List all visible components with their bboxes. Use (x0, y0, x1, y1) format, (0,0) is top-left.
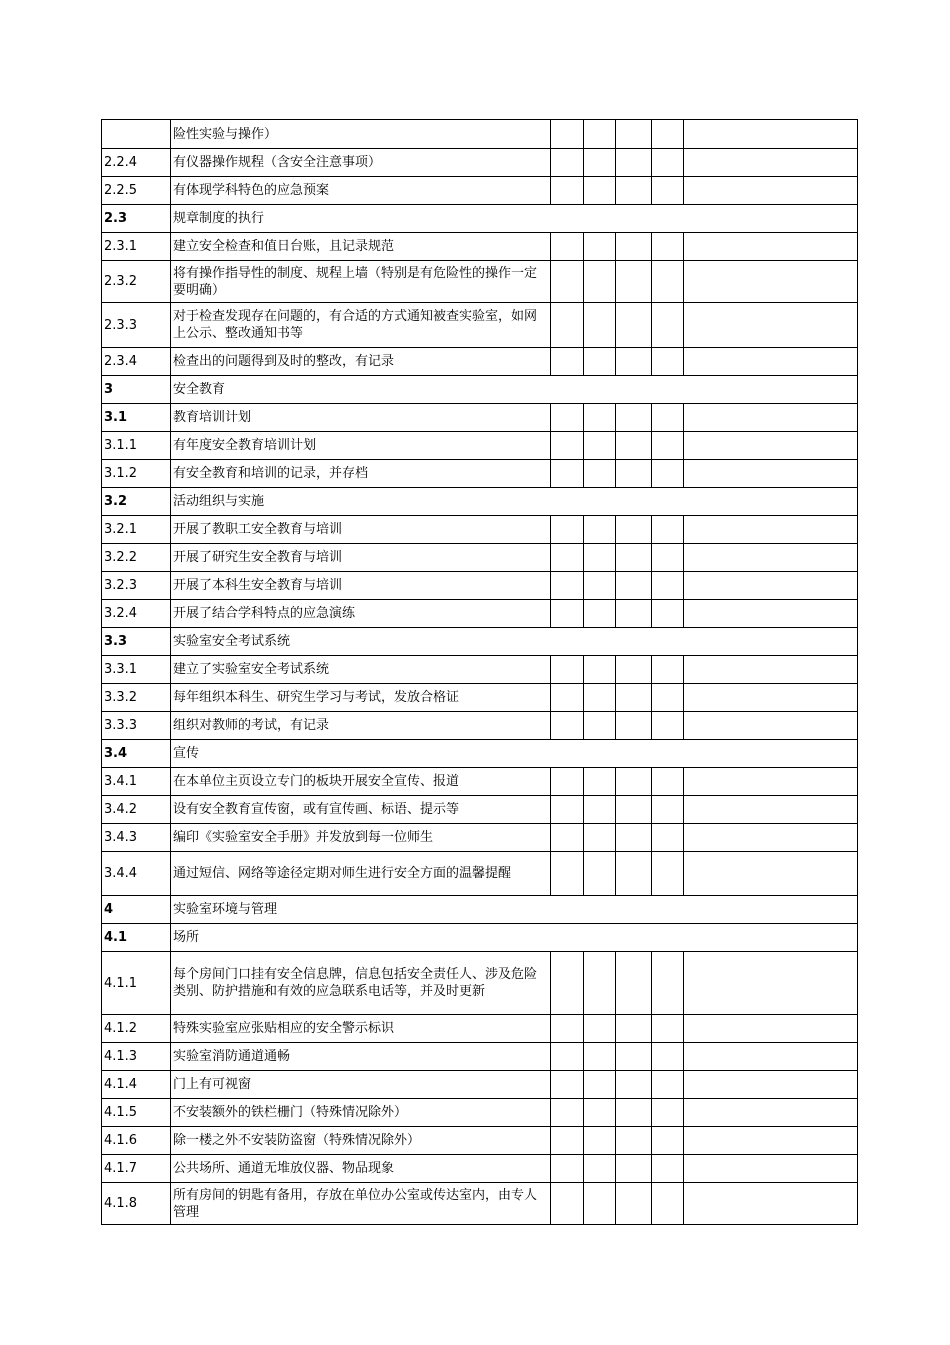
check-cell-2 (584, 600, 616, 628)
check-cell-4 (652, 656, 684, 684)
check-cell-2 (584, 656, 616, 684)
item-number: 3.2.3 (102, 572, 171, 600)
check-cell-2 (584, 824, 616, 852)
check-cell-2 (584, 303, 616, 348)
table-row (102, 628, 858, 656)
check-cell-3 (616, 233, 652, 261)
check-cell-2 (584, 149, 616, 177)
check-cell-2 (584, 460, 616, 488)
check-cell-3 (616, 1015, 652, 1043)
check-cell-1 (551, 600, 584, 628)
item-number: 3.3 (102, 628, 171, 656)
item-description: 每个房间门口挂有安全信息牌，信息包括安全责任人、涉及危险类别、防护措施和有效的应急联系电话等，并及时更新 (171, 952, 551, 1015)
check-cell-2 (584, 796, 616, 824)
item-description: 特殊实验室应张贴相应的安全警示标识 (171, 1015, 551, 1043)
remarks-cell (684, 712, 858, 740)
remarks-cell (684, 1127, 858, 1155)
remarks-cell (684, 824, 858, 852)
item-description: 有年度安全教育培训计划 (171, 432, 551, 460)
item-description: 活动组织与实施 (171, 488, 858, 516)
item-number: 3.2.4 (102, 600, 171, 628)
table-row (102, 261, 858, 303)
item-number: 2.3.1 (102, 233, 171, 261)
check-cell-3 (616, 348, 652, 376)
item-description: 安全教育 (171, 376, 858, 404)
table-row (102, 432, 858, 460)
item-number: 4 (102, 896, 171, 924)
item-number: 2.2.4 (102, 149, 171, 177)
table-row (102, 1043, 858, 1071)
check-cell-1 (551, 348, 584, 376)
check-cell-2 (584, 1043, 616, 1071)
check-cell-3 (616, 1099, 652, 1127)
remarks-cell (684, 460, 858, 488)
item-description: 险性实验与操作） (171, 120, 551, 149)
table-row (102, 303, 858, 348)
table-row (102, 120, 858, 149)
table-row (102, 896, 858, 924)
check-cell-2 (584, 233, 616, 261)
check-cell-3 (616, 572, 652, 600)
check-cell-4 (652, 684, 684, 712)
check-cell-1 (551, 1043, 584, 1071)
remarks-cell (684, 852, 858, 896)
item-description: 实验室环境与管理 (171, 896, 858, 924)
item-number: 2.2.5 (102, 177, 171, 205)
table-row (102, 233, 858, 261)
check-cell-1 (551, 404, 584, 432)
item-description: 开展了研究生安全教育与培训 (171, 544, 551, 572)
item-description: 公共场所、通道无堆放仪器、物品现象 (171, 1155, 551, 1183)
item-description: 每年组织本科生、研究生学习与考试，发放合格证 (171, 684, 551, 712)
check-cell-2 (584, 684, 616, 712)
remarks-cell (684, 796, 858, 824)
remarks-cell (684, 656, 858, 684)
check-cell-2 (584, 1015, 616, 1043)
check-cell-4 (652, 1015, 684, 1043)
check-cell-4 (652, 544, 684, 572)
check-cell-4 (652, 120, 684, 149)
check-cell-4 (652, 348, 684, 376)
check-cell-1 (551, 1127, 584, 1155)
check-cell-2 (584, 768, 616, 796)
check-cell-1 (551, 1099, 584, 1127)
check-cell-4 (652, 404, 684, 432)
check-cell-3 (616, 952, 652, 1015)
check-cell-3 (616, 796, 652, 824)
table-row (102, 768, 858, 796)
check-cell-4 (652, 1127, 684, 1155)
table-row (102, 1015, 858, 1043)
check-cell-4 (652, 600, 684, 628)
table-row (102, 1071, 858, 1099)
check-cell-3 (616, 600, 652, 628)
check-cell-3 (616, 120, 652, 149)
remarks-cell (684, 1043, 858, 1071)
remarks-cell (684, 233, 858, 261)
remarks-cell (684, 600, 858, 628)
check-cell-1 (551, 233, 584, 261)
item-number: 2.3.2 (102, 261, 171, 303)
check-cell-2 (584, 544, 616, 572)
check-cell-4 (652, 952, 684, 1015)
item-number: 3.2.2 (102, 544, 171, 572)
table-row (102, 572, 858, 600)
remarks-cell (684, 1183, 858, 1225)
table-row (102, 740, 858, 768)
item-number: 3.1 (102, 404, 171, 432)
check-cell-2 (584, 1155, 616, 1183)
check-cell-3 (616, 432, 652, 460)
check-cell-2 (584, 120, 616, 149)
check-cell-1 (551, 712, 584, 740)
table-row (102, 460, 858, 488)
check-cell-3 (616, 1155, 652, 1183)
check-cell-3 (616, 684, 652, 712)
check-cell-4 (652, 768, 684, 796)
item-number: 3.4 (102, 740, 171, 768)
table-row (102, 1155, 858, 1183)
item-number: 3.4.1 (102, 768, 171, 796)
table-row (102, 600, 858, 628)
check-cell-1 (551, 432, 584, 460)
table-row (102, 796, 858, 824)
check-cell-3 (616, 1043, 652, 1071)
check-cell-1 (551, 303, 584, 348)
item-number: 4.1.6 (102, 1127, 171, 1155)
check-cell-1 (551, 460, 584, 488)
item-description: 规章制度的执行 (171, 205, 858, 233)
table-row (102, 149, 858, 177)
item-description: 将有操作指导性的制度、规程上墙（特别是有危险性的操作一定要明确） (171, 261, 551, 303)
item-number: 4.1.7 (102, 1155, 171, 1183)
check-cell-2 (584, 1071, 616, 1099)
check-cell-2 (584, 1183, 616, 1225)
check-cell-4 (652, 1183, 684, 1225)
checklist-body (102, 120, 858, 1225)
check-cell-3 (616, 768, 652, 796)
table-row (102, 516, 858, 544)
remarks-cell (684, 149, 858, 177)
check-cell-1 (551, 952, 584, 1015)
item-description: 门上有可视窗 (171, 1071, 551, 1099)
item-description: 开展了结合学科特点的应急演练 (171, 600, 551, 628)
table-row (102, 684, 858, 712)
item-description: 开展了教职工安全教育与培训 (171, 516, 551, 544)
remarks-cell (684, 303, 858, 348)
item-number: 2.3 (102, 205, 171, 233)
check-cell-1 (551, 824, 584, 852)
item-description: 所有房间的钥匙有备用，存放在单位办公室或传达室内，由专人管理 (171, 1183, 551, 1225)
check-cell-1 (551, 572, 584, 600)
table-row (102, 712, 858, 740)
remarks-cell (684, 404, 858, 432)
item-description: 检查出的问题得到及时的整改，有记录 (171, 348, 551, 376)
remarks-cell (684, 1071, 858, 1099)
check-cell-4 (652, 233, 684, 261)
item-description: 通过短信、网络等途径定期对师生进行安全方面的温馨提醒 (171, 852, 551, 896)
table-row (102, 952, 858, 1015)
check-cell-3 (616, 544, 652, 572)
item-description: 在本单位主页设立专门的板块开展安全宣传、报道 (171, 768, 551, 796)
item-number: 3.1.2 (102, 460, 171, 488)
check-cell-2 (584, 177, 616, 205)
item-description: 设有安全教育宣传窗，或有宣传画、标语、提示等 (171, 796, 551, 824)
item-number: 4.1.8 (102, 1183, 171, 1225)
table-row (102, 824, 858, 852)
remarks-cell (684, 684, 858, 712)
remarks-cell (684, 120, 858, 149)
check-cell-4 (652, 303, 684, 348)
item-description: 对于检查发现存在问题的，有合适的方式通知被查实验室，如网上公示、整改通知书等 (171, 303, 551, 348)
check-cell-3 (616, 303, 652, 348)
item-number: 3 (102, 376, 171, 404)
check-cell-1 (551, 684, 584, 712)
check-cell-1 (551, 120, 584, 149)
item-number: 3.3.3 (102, 712, 171, 740)
check-cell-3 (616, 149, 652, 177)
table-row (102, 488, 858, 516)
table-row (102, 177, 858, 205)
item-description: 开展了本科生安全教育与培训 (171, 572, 551, 600)
item-number: 4.1 (102, 924, 171, 952)
item-number: 4.1.4 (102, 1071, 171, 1099)
remarks-cell (684, 572, 858, 600)
check-cell-3 (616, 824, 652, 852)
check-cell-4 (652, 824, 684, 852)
remarks-cell (684, 544, 858, 572)
item-number: 4.1.3 (102, 1043, 171, 1071)
check-cell-4 (652, 432, 684, 460)
item-description: 宣传 (171, 740, 858, 768)
item-number: 2.3.3 (102, 303, 171, 348)
item-number: 2.3.4 (102, 348, 171, 376)
check-cell-2 (584, 1099, 616, 1127)
item-number: 4.1.5 (102, 1099, 171, 1127)
check-cell-1 (551, 768, 584, 796)
item-number: 3.4.3 (102, 824, 171, 852)
check-cell-1 (551, 177, 584, 205)
item-number: 3.3.2 (102, 684, 171, 712)
check-cell-3 (616, 460, 652, 488)
item-description: 有仪器操作规程（含安全注意事项） (171, 149, 551, 177)
item-description: 实验室消防通道通畅 (171, 1043, 551, 1071)
table-row (102, 656, 858, 684)
check-cell-1 (551, 1015, 584, 1043)
check-cell-4 (652, 177, 684, 205)
check-cell-4 (652, 1099, 684, 1127)
check-cell-4 (652, 1043, 684, 1071)
table-row (102, 1127, 858, 1155)
table-row (102, 852, 858, 896)
check-cell-4 (652, 261, 684, 303)
remarks-cell (684, 1155, 858, 1183)
item-number: 3.3.1 (102, 656, 171, 684)
item-number: 4.1.2 (102, 1015, 171, 1043)
check-cell-3 (616, 1071, 652, 1099)
item-number (102, 120, 171, 149)
check-cell-3 (616, 261, 652, 303)
check-cell-2 (584, 572, 616, 600)
check-cell-4 (652, 712, 684, 740)
item-description: 有体现学科特色的应急预案 (171, 177, 551, 205)
check-cell-3 (616, 656, 652, 684)
item-description: 教育培训计划 (171, 404, 551, 432)
item-description: 建立安全检查和值日台账，且记录规范 (171, 233, 551, 261)
remarks-cell (684, 261, 858, 303)
table-row (102, 348, 858, 376)
check-cell-4 (652, 460, 684, 488)
check-cell-1 (551, 149, 584, 177)
item-description: 建立了实验室安全考试系统 (171, 656, 551, 684)
check-cell-1 (551, 1155, 584, 1183)
remarks-cell (684, 432, 858, 460)
check-cell-1 (551, 1071, 584, 1099)
table-row (102, 1183, 858, 1225)
remarks-cell (684, 177, 858, 205)
item-number: 3.2.1 (102, 516, 171, 544)
check-cell-3 (616, 404, 652, 432)
item-description: 组织对教师的考试，有记录 (171, 712, 551, 740)
item-number: 3.4.4 (102, 852, 171, 896)
item-description: 实验室安全考试系统 (171, 628, 858, 656)
item-description: 除一楼之外不安装防盗窗（特殊情况除外） (171, 1127, 551, 1155)
check-cell-4 (652, 572, 684, 600)
check-cell-1 (551, 516, 584, 544)
item-number: 4.1.1 (102, 952, 171, 1015)
check-cell-3 (616, 712, 652, 740)
check-cell-2 (584, 852, 616, 896)
check-cell-4 (652, 516, 684, 544)
check-cell-4 (652, 149, 684, 177)
item-number: 3.2 (102, 488, 171, 516)
check-cell-1 (551, 1183, 584, 1225)
item-description: 有安全教育和培训的记录，并存档 (171, 460, 551, 488)
remarks-cell (684, 516, 858, 544)
check-cell-4 (652, 796, 684, 824)
check-cell-1 (551, 796, 584, 824)
check-cell-2 (584, 261, 616, 303)
remarks-cell (684, 1099, 858, 1127)
check-cell-3 (616, 516, 652, 544)
item-description: 不安装额外的铁栏栅门（特殊情况除外） (171, 1099, 551, 1127)
check-cell-2 (584, 404, 616, 432)
check-cell-2 (584, 432, 616, 460)
remarks-cell (684, 348, 858, 376)
check-cell-2 (584, 1127, 616, 1155)
table-row (102, 404, 858, 432)
check-cell-2 (584, 952, 616, 1015)
check-cell-3 (616, 177, 652, 205)
item-number: 3.4.2 (102, 796, 171, 824)
check-cell-1 (551, 261, 584, 303)
remarks-cell (684, 768, 858, 796)
inspection-checklist-table (101, 119, 858, 1225)
table-row (102, 1099, 858, 1127)
item-description: 编印《实验室安全手册》并发放到每一位师生 (171, 824, 551, 852)
item-description: 场所 (171, 924, 858, 952)
check-cell-3 (616, 1183, 652, 1225)
item-number: 3.1.1 (102, 432, 171, 460)
check-cell-2 (584, 516, 616, 544)
check-cell-4 (652, 1071, 684, 1099)
check-cell-1 (551, 544, 584, 572)
table-row (102, 205, 858, 233)
check-cell-2 (584, 348, 616, 376)
check-cell-3 (616, 852, 652, 896)
table-row (102, 544, 858, 572)
table-row (102, 924, 858, 952)
remarks-cell (684, 952, 858, 1015)
remarks-cell (684, 1015, 858, 1043)
table-row (102, 376, 858, 404)
check-cell-3 (616, 1127, 652, 1155)
check-cell-2 (584, 712, 616, 740)
check-cell-1 (551, 656, 584, 684)
check-cell-4 (652, 852, 684, 896)
check-cell-1 (551, 852, 584, 896)
check-cell-4 (652, 1155, 684, 1183)
